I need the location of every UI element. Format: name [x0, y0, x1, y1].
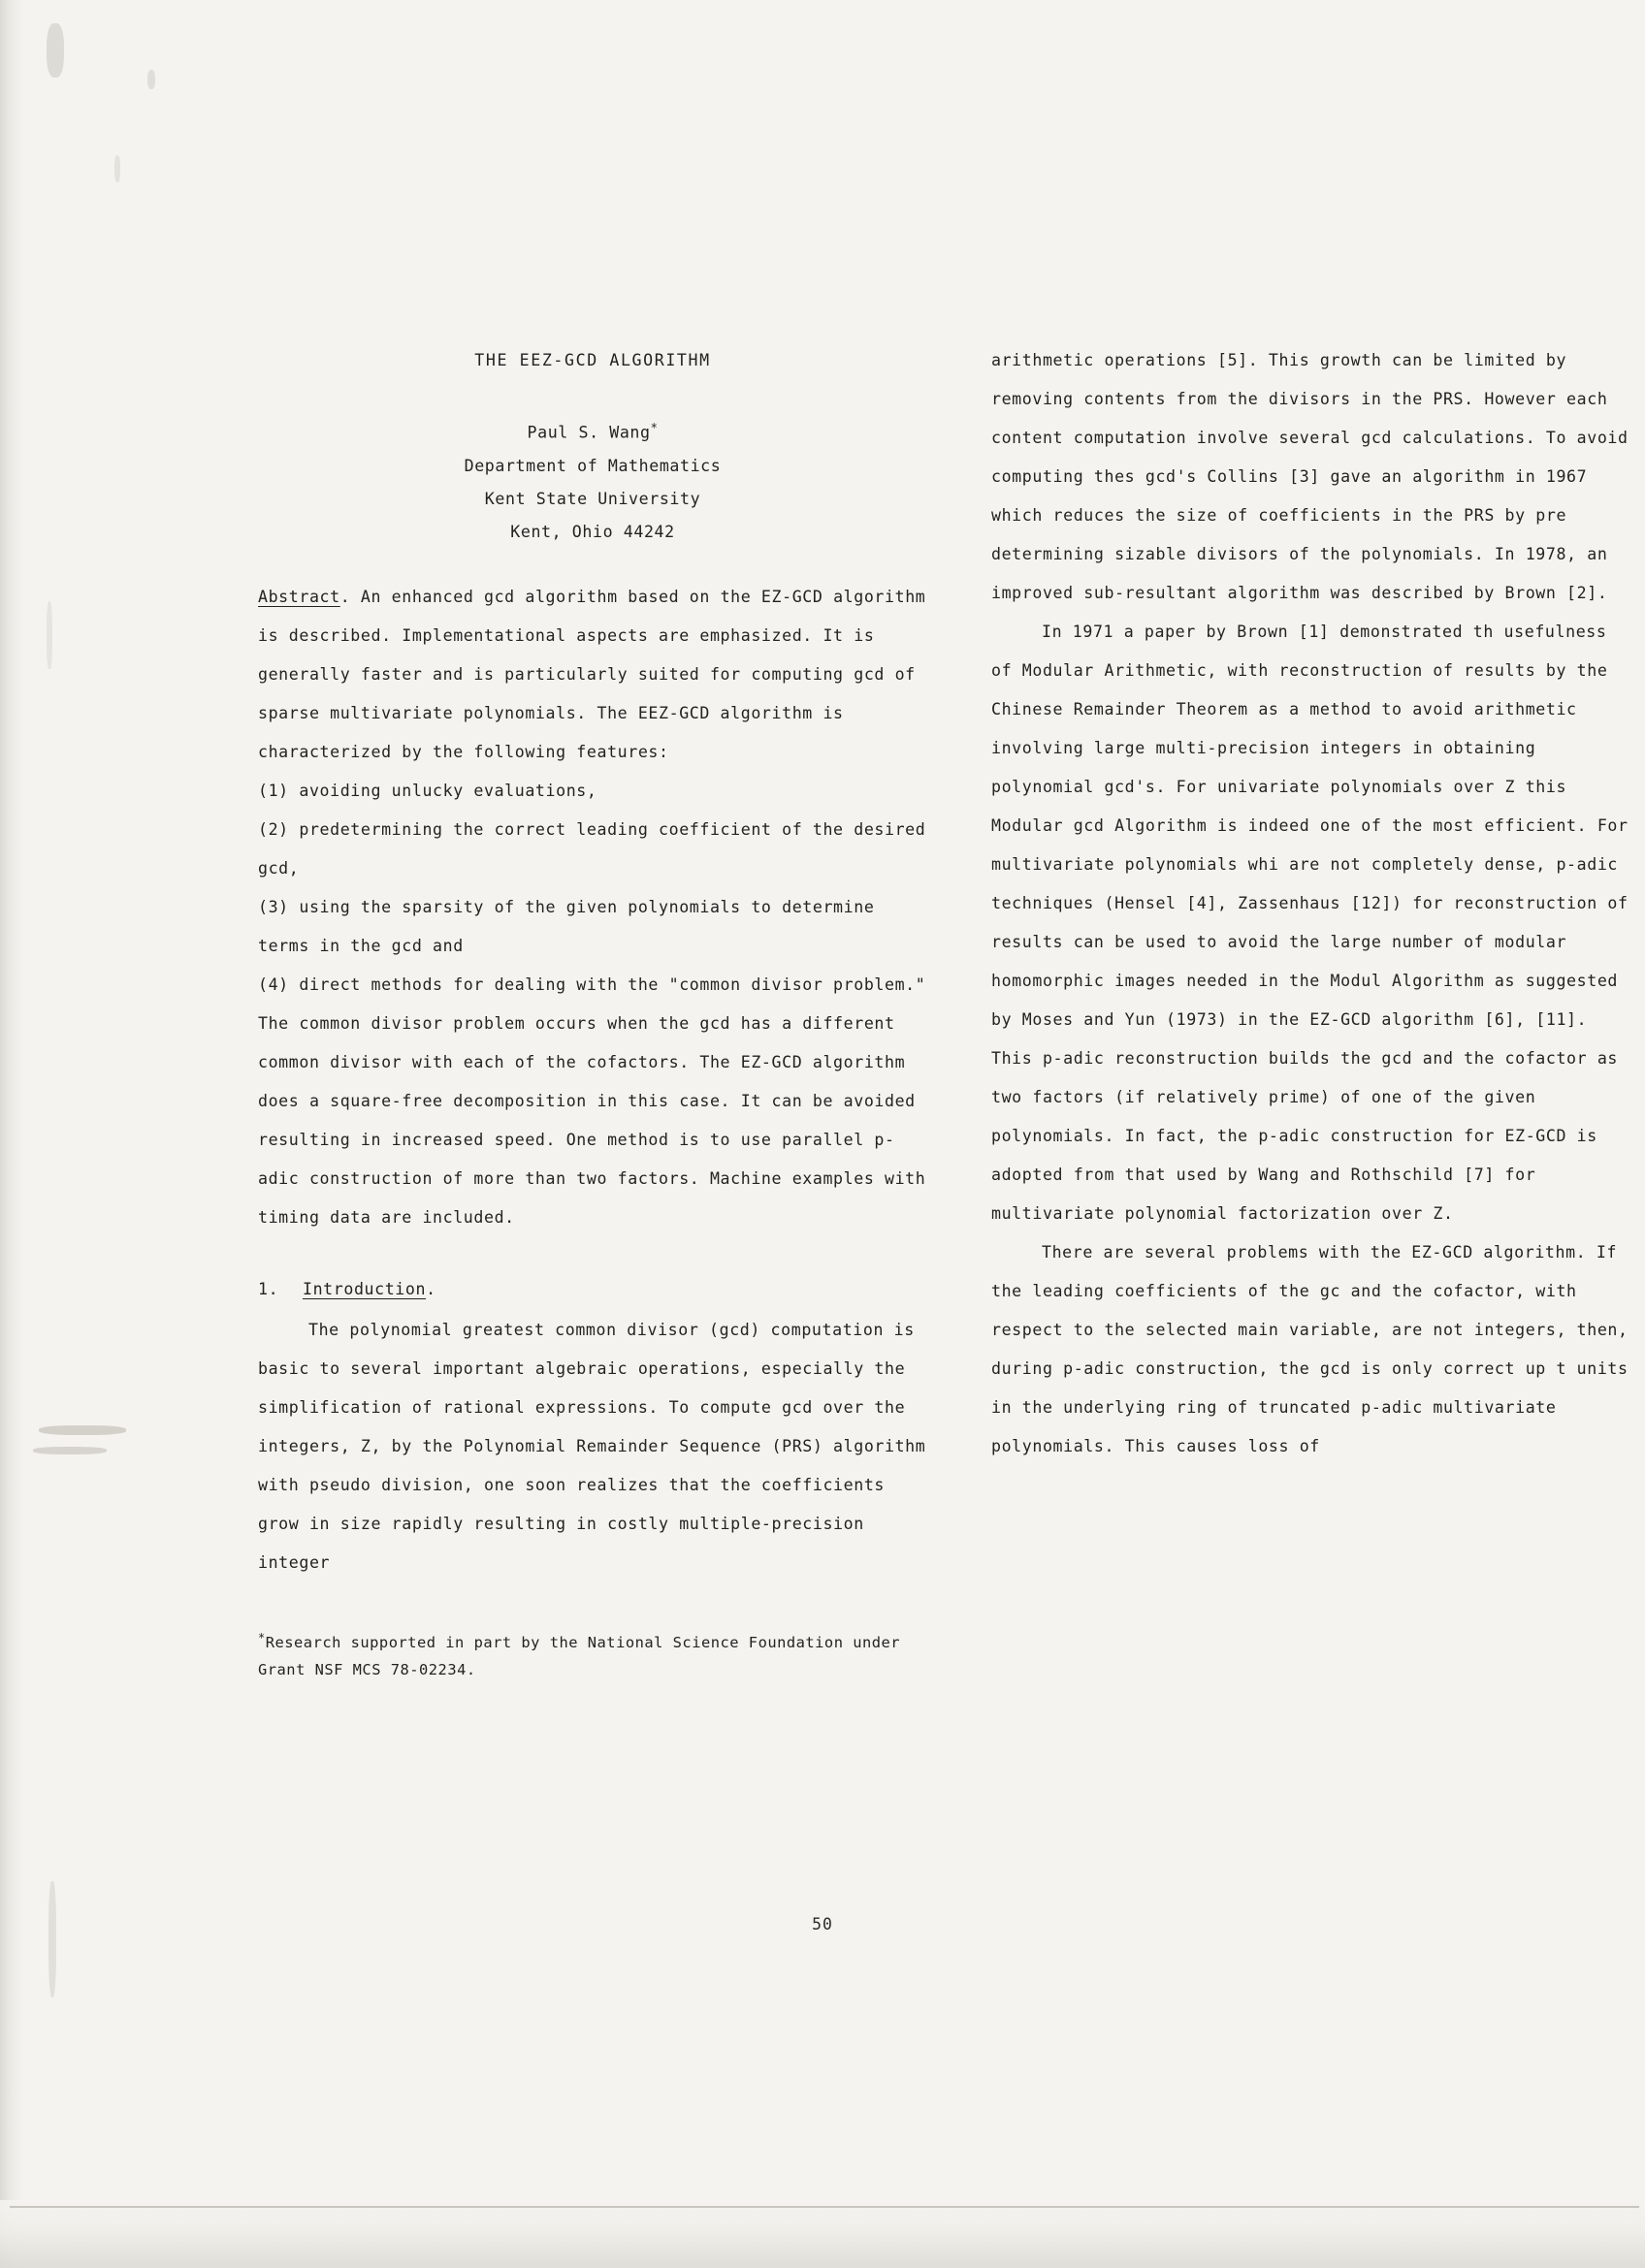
- right-paragraph-3: There are several problems with the EZ-GCD algorithm. If the leading coefficients of the gc and the cofactor, with respect to the selected main variable, are not integers, then, during p-adic construction, the gcd is only correct up t units in the underlying ring of truncated p-adic multivariate polynomials. This causes loss of: [991, 1243, 1629, 1455]
- footnote-star: *: [258, 1631, 266, 1645]
- affiliation-line-1: Department of Mathematics: [464, 456, 722, 475]
- section-title: Introduction: [303, 1279, 427, 1298]
- affiliation-line-3: Kent, Ohio 44242: [510, 522, 675, 541]
- right-paragraph-2: In 1971 a paper by Brown [1] demonstrated th usefulness of Modular Arithmetic, with reconstruction of results by the Chinese Remainder Theorem as a method to avoid arithmetic involving large multi-precision integers in obtaining polynomial gcd's. For univariate polynomials over Z this Modular gcd Algorithm is indeed one of the most efficient. For multivariate polynomials whi are not completely dense, p-adic techniques (Hensel [4], Zassenhaus [12]) for reconstruction of results can be used to avoid the large number of modular homomorphic images needed in the Modul Algorithm as suggested by Moses and Yun (1973) in the EZ-GCD algorithm [6], [11]. This p-adic reconstruction builds the gcd and the cofactor as two factors (if relatively prime) of one of the given polynomials. In fact, the p-adic construction for EZ-GCD is adopted from that used by Wang and Rothschild [7] for multivariate polynomial factorization over Z.: [991, 623, 1629, 1223]
- affiliation-line-2: Kent State University: [484, 489, 701, 508]
- right-column: [991, 341, 1631, 1466]
- abstract-closing: The common divisor problem occurs when the gcd has a different common divisor with each of the cofactors. The EZ-GCD algorithm does a square-free decomposition in this case. It can be avoided resulting in increased speed. One method is to use parallel p-adic construction of more than two factors. Machine examples with timing data are included.: [258, 1013, 926, 1227]
- abstract-item: (3) using the sparsity of the given polynomials to determine terms in the gcd and: [258, 897, 875, 955]
- author-name: Paul S. Wang*: [527, 421, 659, 442]
- abstract-item-4-text: (4) direct methods for dealing with the "common divisor problem.": [258, 974, 926, 994]
- footnote-text: Research supported in part by the National Science Foundation under Grant NSF MCS 78-02234.: [258, 1634, 901, 1679]
- abstract-label: Abstract: [258, 587, 340, 606]
- right-paragraph-continued: arithmetic operations [5]. This growth can be limited by removing contents from the divisors in the PRS. However each content computation involve several gcd calculations. To avoid computing thes gcd's Collins [3] gave an algorithm in 1967 which reduces the size of coefficients in the PRS by pre determining sizable divisors of the polynomials. In 1978, an improved sub-resultant algorithm was described by Brown [2].: [991, 351, 1629, 602]
- section-number: 1.: [258, 1279, 279, 1298]
- section1-paragraph-1: The polynomial greatest common divisor (gcd) computation is basic to several important algebraic operations, especially the simplification of rational expressions. To compute gcd over the integers, Z, by the Polynomial Remainder Sequence (PRS) algorithm with pseudo division, one soon realizes that the coefficients grow in size rapidly resulting in costly multiple-precision integer: [258, 1320, 926, 1572]
- abstract-text: . An enhanced gcd algorithm based on the EZ-GCD algorithm is described. Implementational aspects are emphasized. It is generally faster and is particularly suited for computing gcd of sparse multivariate polynomials. The EEZ-GCD algorithm is characterized by the following features:: [258, 587, 926, 761]
- left-column: [258, 341, 927, 1582]
- section-heading: [258, 1270, 927, 1309]
- section-title-period: .: [426, 1279, 436, 1298]
- footnote-marker: *: [650, 421, 659, 434]
- abstract-item: (2) predetermining the correct leading coefficient of the desired gcd,: [258, 819, 926, 878]
- footnote: [258, 1624, 927, 1683]
- abstract-paragraph: [258, 578, 927, 772]
- page-title: THE EEZ-GCD ALGORITHM: [474, 351, 711, 369]
- abstract-item: (1) avoiding unlucky evaluations,: [258, 781, 597, 800]
- abstract-item: [258, 966, 927, 1237]
- author-block: [258, 411, 927, 549]
- page-number: 50: [812, 1915, 833, 1933]
